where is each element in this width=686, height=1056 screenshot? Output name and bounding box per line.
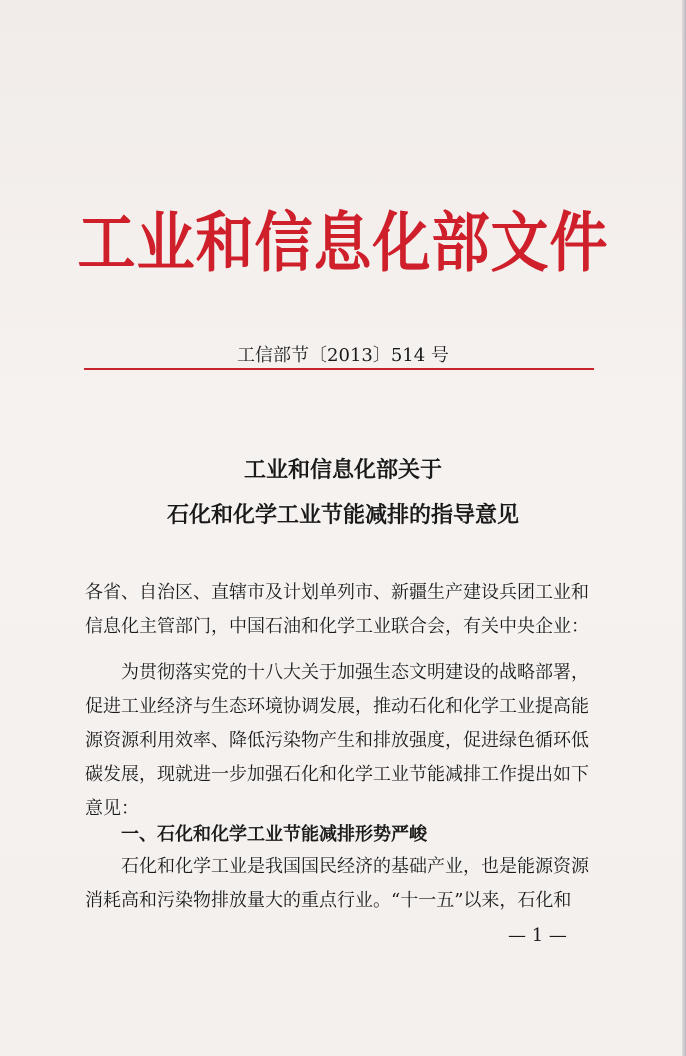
page-number: — 1 — (508, 925, 567, 946)
section-heading: 一、石化和化学工业节能减排形势严峻 (121, 824, 427, 845)
recipients-paragraph (85, 576, 605, 644)
section-line: 石化和化学工业是我国国民经济的基础产业，也是能源资源 (121, 856, 589, 877)
document-title-line-2: 石化和化学工业节能减排的指导意见 (166, 503, 519, 528)
document-title-line-1: 工业和信息化部关于 (243, 458, 442, 483)
intro-line: 碳发展，现就进一步加强石化和化学工业节能减排工作提出如下 (85, 764, 589, 785)
issuer-header-title: 工业和信息化部文件 (77, 204, 609, 281)
intro-line: 促进工业经济与生态环境协调发展，推动石化和化学工业提高能 (85, 696, 589, 717)
document-number: 工信部节〔2013〕514 号 (237, 345, 449, 366)
section-line: 消耗高和污染物排放量大的重点行业。“十一五”以来，石化和 (85, 890, 572, 911)
recipients-line: 各省、自治区、直辖市及计划单列市、新疆生产建设兵团工业和 (85, 582, 589, 603)
section-paragraph (85, 850, 605, 918)
red-divider-line (84, 368, 594, 370)
intro-paragraph (85, 656, 605, 826)
intro-line: 源资源利用效率、降低污染物产生和排放强度，促进绿色循环低 (85, 730, 589, 751)
recipients-line: 信息化主管部门，中国石油和化学工业联合会，有关中央企业： (85, 616, 589, 637)
intro-line: 意见： (85, 798, 139, 819)
intro-line: 为贯彻落实党的十八大关于加强生态文明建设的战略部署， (121, 662, 589, 683)
